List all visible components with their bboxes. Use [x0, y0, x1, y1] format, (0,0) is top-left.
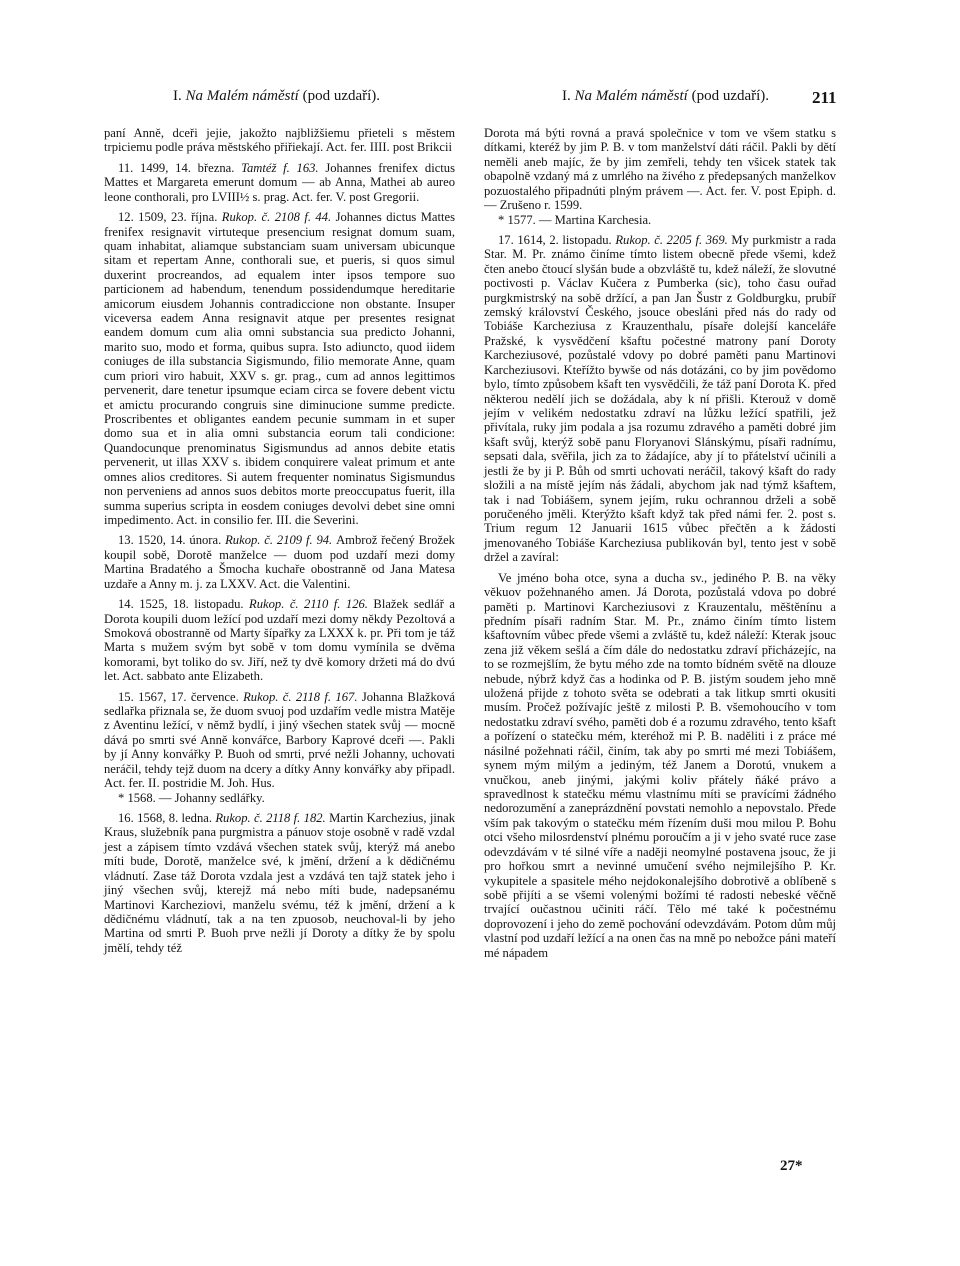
signature-mark: 27*: [780, 1158, 803, 1174]
paragraph-p12: [104, 210, 455, 527]
entry-number: 11. 1499, 14. března.: [118, 160, 242, 175]
paragraph-text: Blažek sedlář a Dorota koupili duom ležící pod uzdaří mezi domy někdy Pezoltová a Smoková obostranně od Marty šípařky za LXXX k. pr. Při tom je táž Marta s mužem svým byt sobě v tom domu vymínila se dvěma komorami, byt toliko do sv. Jiří, než ty dvě komory držeti má do dvú let. Act. sabbato ante Elizabeth.: [104, 597, 455, 684]
paragraph-p15: [104, 690, 455, 791]
paragraph-p11: [104, 161, 455, 204]
paragraph-p0: [104, 126, 455, 155]
paragraph-text: paní Anně, dceři jejie, jakožto najbližšiemu přieteli s městem trpiciemu podle práva městského přiřiekají. Act. fer. IIII. post Brikcii: [104, 126, 455, 155]
entry-number: 13. 1520, 14. února.: [118, 533, 226, 548]
entry-number: 14. 1525, 18. listopadu.: [118, 597, 250, 612]
paragraph-text: Ve jméno boha otce, syna a ducha sv., jediného P. B. na věky věkuov požehnaného amen. Já Dorota, pozůstalá vdova po dobré paměti p. Martinovi Karcheziusovi z Krauzentalu, měštěnínu a předním písaři radním Star. M. Pr., známo činím tímto listem kšaftovním vůbec přede všemi a zvláště tu, kdež náleží: Kterak jsouc zena již věkem sešlá a čím dále do nedostatku zdraví přicházejíc, na to se rozmejšlím, že bytu mého zde na tomto bídném světě na dlouze nebude, nýbrž když čas a hodinka od P. B. jistým soudem jeho mně uložená přijde z tohoto světa se odebrati a tak litkup smrti okusiti musím. Pročež požívajíc ještě z milosti P. B. všemohoucího v tom nedostatku zdraví svého, paměti dob é a rozumu zdravého, tento kšaft a pořízení o statečku mém, kteréhož mi P. B. naděliti i z práce mé násilné požehnati ráčil, činím, tak aby po smrti mé mezi Tobiášem, synem mým milým a jediným, též Janem a Dorotú, vnukem a vnučkou, aneb jinými, jakými koliv přátely ňáké právo a spravedlnost k statečku mému vlastnímu míti se pravícími žádného nedorozumění a zaneprázdnění povstati nemohlo a nepovstalo. Přede vším pak takovým o statečku mém řízením duši mou milou P. Bohu otci všeho milosrdenství plnému poroučím a ji v jeho svaté ruce zase odevzdávám v té silné víře a naději neomylné postavena jsouc, že ji pro hořkou smrt a nevinné umučení svého nejmilejšího P. Kr. vykupitele a spasitele mého nejdokonalejšího dobrotivě a oblíbeně s sobě přijíti a se všemi volenými božími té radosti nebeské věčně trvající oučastnou učiniti ráčí. Tělo mé také k počestnému doprovození i jeho do země pochování odevzdávám. Potom dům můj vlastní pod uzdaří ležící a na onen čas na mně po nebožce páni mateří mé nápadem: [484, 570, 836, 960]
manuscript-reference: Rukop. č. 2118 f. 167.: [243, 689, 362, 704]
paragraph-d1577: [484, 213, 836, 227]
paragraph-text: Johanna Blažková sedlařka přiznala se, že duom svuoj pod uzdařím vedle mistra Matěje z Aventinu ležící, v němž bydlí, i jiný všechen statek svůj — mocně dává po smrti své Anně konvářce, Barbory Kaprové dceři —. Pakli by jí Anny konvářky P. Buoh od smrti, prvé nežli Johanny, uchovati neráčil, tehdy tejž duom na dcery a dítky Anny konvářky aby připadl. Act. fer. II. postridie M. Joh. Hus.: [104, 689, 455, 791]
paragraph-text: My purkmistr a rada Star. M. Pr. známo činíme tímto listem obecně přede všemi, kdež čten anebo čtoucí slyšán bude a obzvláště tu, kdež náleží, že slovutné poctivosti p. Václav Kučera z Pumberka (sic), toho času ouřad purgkmistrský na sobě držící, a pan Jan Šustr z Goldburgku, prubíř zemský království Českého, jsouce obesláni před nás do rady od Tobiáše Karcheziusa z Krauzenthalu, písaře dolejší kanceláře Pražské, k vysvědčení kšaftu počestné matrony paní Doroty Karcheziusové, pozůstalé vdovy po dobré paměti panu Martinovi Karcheziusovi. Kteřížto bywše od nás dotázáni, co by jim povědomo bylo, tímto způsobem kšaft ten vysvědčili, že táž paní Dorota K. před některou nedělí jich se dožádala, aby k ní přišli. Kterouž v domě jejím v velikém nedostatku zdraví na lůžku ležící spatřili, jež přivítala, ruky jim podala a jsa rozumu zdravého a paměti dobré jim kšaft svůj, kterýž sobě panu Floryanovi Slánskýmu, písaři radnímu, sepsati dala, svěřila, jich za to žádajíce, aby jí to přátelství učinili a jestli že by ji P. Bůh od smrti uchovati neráčil, takový kšaft do rady složili a na místě jejím nás žádali, abychom jak nad týmž kšaftem, tak i nad Tobiášem, synem jejím, ruku ochrannou drželi a sobě poručeného jměli. Kterýžto kšaft když tak před námi fer. 2. post s. Trium regum 12 Januarii 1615 vůbec přečtěn a k žádosti jmenovaného Tobiáše Karcheziusa publikován byl, tento jest v sobě držel a zavíral:: [484, 232, 836, 565]
header-right-prefix: I.: [562, 88, 575, 104]
header-left-title: Na Malém náměstí: [185, 88, 299, 104]
paragraph-text: Johannes frenifex dictus Mattes et Margareta emerunt domum — ab Anna, Mathei ab aureo leone conthorali, pro LVIII½ s. prag. Act. fer. V. post Gregorii.: [104, 160, 455, 204]
paragraph-text: Dorota má býti rovná a pravá společnice v tom ve všem statku s dítkami, kteréž by jim P. B. v tom manželství dáti ráčil. Pakli by dětí neměli aneb majíc, že by jim zemřeli, tehdy ten všicek statek tak obapolně vzdaný má z umrlého na živého z předepsaných manželkov pozuostalého připadnúti plným právem —. Act. fer. V. post Epiph. d. — Zrušeno r. 1599.: [484, 126, 836, 213]
paragraph-p13: [104, 533, 455, 591]
paragraph-p17: [484, 233, 836, 565]
entry-number: 17. 1614, 2. listopadu.: [498, 232, 616, 247]
manuscript-reference: Rukop. č. 2205 f. 369.: [615, 232, 732, 247]
paragraph-text: Ambrož řečený Brožek koupil sobě, Dorotě manželce — duom pod uzdaří mezi domy Martina Bradatého a Šmocha kuchaře obostranně od Jana Matesa uzdaře a Anny m. j. za LXXV. Act. die Valentini.: [104, 533, 455, 591]
paragraph-text: Martin Karchezius, jinak Kraus, služebník pana purgmistra a pánuov stoje osobně v radě vzdal jest a zápisem tímto vzdává všechen statek svůj, kterýž má anebo míti bude, Dorotě, manželce své, k jmění, držení a k dědičnému vládnutí. Zase táž Dorota vzdala jest a vzdává ten tajž statek jeho i jiný všechen svůj, kterejž má nebo míti bude, nadepsanému Martinovi Karcheziovi, manželu svému, též k jmění, držení a k dědičnému vládnutí, tak a na ten zpuosob, neuchoval-li by jeho Martina od smrti P. Buoh prve nežli jí Doroty a dítky že by spolu jmělí, tehdy též: [104, 810, 455, 955]
paragraph-p16: [104, 811, 455, 955]
left-column: [104, 126, 455, 955]
paragraph-text: * 1577. — Martina Karchesia.: [498, 212, 652, 227]
paragraph-r0: [484, 126, 836, 213]
manuscript-reference: Rukop. č. 2110 f. 126.: [249, 597, 374, 612]
manuscript-reference: Rukop. č. 2109 f. 94.: [225, 533, 337, 548]
entry-number: 15. 1567, 17. července.: [118, 689, 244, 704]
running-header-right: [562, 88, 769, 105]
paragraph-d1568: [104, 791, 455, 805]
paragraph-p14: [104, 597, 455, 684]
paragraph-text: * 1568. — Johanny sedlářky.: [118, 790, 265, 805]
entry-number: 16. 1568, 8. ledna.: [118, 810, 216, 825]
header-right-suffix: (pod uzdaří).: [687, 88, 770, 104]
running-header-left: [173, 88, 380, 105]
paragraph-text: Johannes dictus Mattes frenifex resignavit virtuteque presencium resignat domum suam, quam inhabitat, aliamque substanciam suam universam ubicunque sitam et repertam Anne, conthorali sue, et pueris, si quos simul duxerint procreandos, ad equalem inter ipsos tempore suo particionem ad habendum, tenendum possidendumque hereditarie amicorum eiusdem Johannis contradiccione non obstante. Insuper viceversa eadem Anna resignavit atque per presentes resignat eandem domum cum alia omni substancia sua predicto Johanni, marito suo, modo et forma, quibus supra. Isto adiuncto, quod iidem coniuges de illa substancia Sigismundo, filio memorate Anne, quam cum priori viro habuit, XXV s. gr. prag., cum ad annos legittimos pervenerit, dare tenetur ipsumque eciam circa se fovere debent victu et amictu procurando congruis sine diminucione summe predicte. Proscribentes et obligantes eandem pecunie summam in et super domo sua et in alia omni substancia eorum tali condicione: Quandocunque prenominatus Sigismundus ad annos debite etatis pervenerit, ut illas XXV s. ibidem conquirere valeat primum et ante omnes alios creditores. Si autem frequenter nominatus Sigismundus non perveniens ad annos suos debitos morte preoccupatus fuerit, illa summa superius scripta in eosdem coniuges devolvi debet sine omni impedimento. Act. in consilio fer. III. die Severini.: [104, 210, 455, 527]
entry-number: 12. 1509, 23. října.: [118, 210, 222, 225]
paragraph-r1: [484, 571, 836, 960]
right-column: [484, 126, 836, 960]
header-left-suffix: (pod uzdaří).: [298, 88, 381, 104]
manuscript-reference: Rukop. č. 2108 f. 44.: [221, 210, 336, 225]
header-left-prefix: I.: [173, 88, 186, 104]
header-right-title: Na Malém náměstí: [574, 88, 688, 104]
manuscript-reference: Tamtéž f. 163.: [241, 160, 326, 175]
manuscript-reference: Rukop. č. 2118 f. 182.: [215, 810, 330, 825]
page-number: 211: [812, 88, 837, 107]
